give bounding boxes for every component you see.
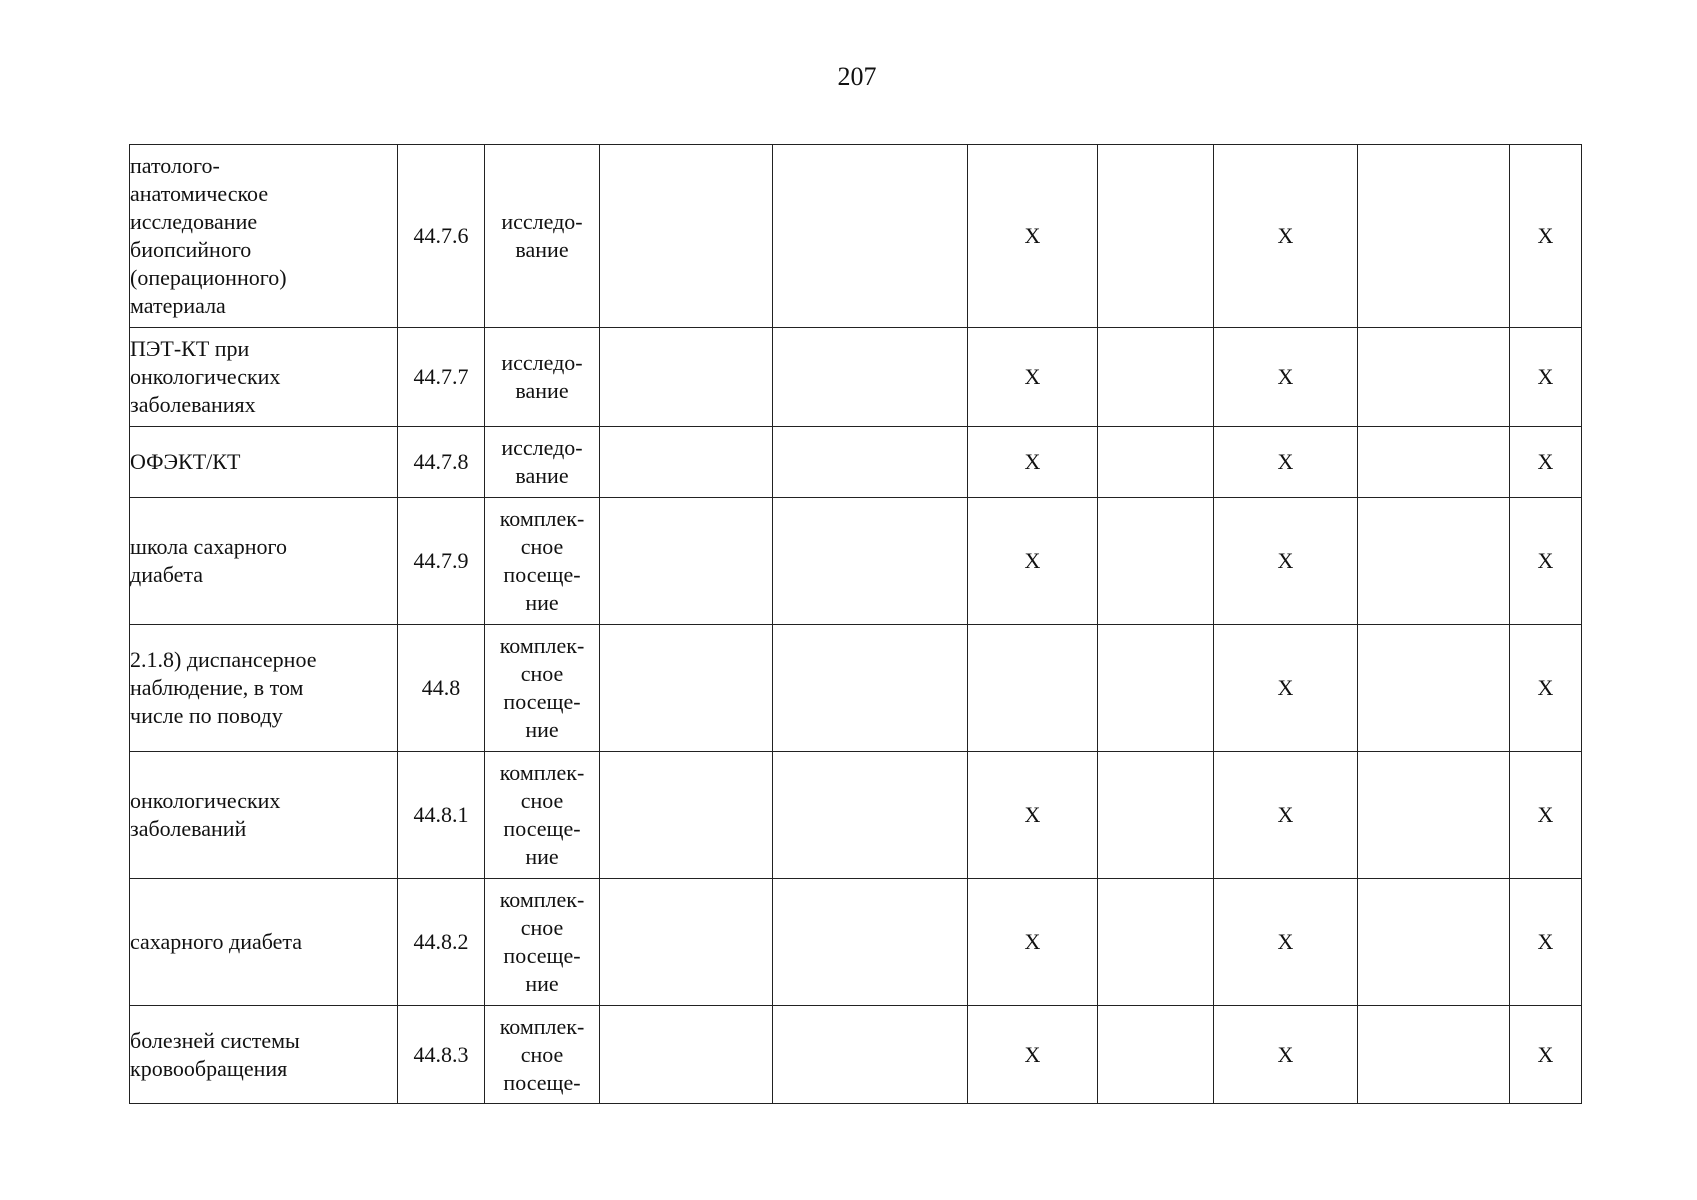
row-unit-line: исследо- <box>501 435 583 460</box>
value-cell: X <box>1510 879 1582 1006</box>
table-row <box>130 625 1582 752</box>
value-cell: X <box>968 752 1098 879</box>
value-cell <box>773 625 968 752</box>
value-cell <box>1098 879 1214 1006</box>
value-cell: X <box>1214 498 1358 625</box>
value-cell: X <box>1510 752 1582 879</box>
row-code-cell: 44.7.7 <box>398 328 485 427</box>
value-cell: X <box>968 328 1098 427</box>
row-unit-line: ние <box>525 590 559 615</box>
value-cell <box>773 1006 968 1104</box>
value-cell: X <box>1510 1006 1582 1104</box>
row-unit-cell <box>485 879 600 1006</box>
value-cell <box>773 879 968 1006</box>
table-row <box>130 752 1582 879</box>
row-unit-line: комплек- <box>499 1013 585 1039</box>
value-cell <box>1358 1006 1510 1104</box>
value-cell <box>1358 145 1510 328</box>
row-unit-line: ние <box>525 844 559 869</box>
value-cell <box>773 427 968 498</box>
table-row <box>130 879 1582 1006</box>
value-cell: X <box>1510 145 1582 328</box>
value-cell <box>1098 328 1214 427</box>
row-code-cell: 44.7.8 <box>398 427 485 498</box>
table-row <box>130 427 1582 498</box>
row-unit-line: ние <box>525 717 559 742</box>
row-name-line: числе по поводу <box>130 703 283 728</box>
value-cell <box>773 752 968 879</box>
row-name-line: заболеваниях <box>130 392 256 417</box>
row-name-cell <box>130 879 398 1006</box>
row-unit-line: сное <box>520 1041 564 1067</box>
row-name-cell <box>130 427 398 498</box>
value-cell: X <box>968 498 1098 625</box>
value-cell: X <box>968 145 1098 328</box>
row-unit-line: сное <box>520 915 564 940</box>
table-row <box>130 1006 1582 1104</box>
row-code-cell: 44.8.2 <box>398 879 485 1006</box>
row-code-cell: 44.8.3 <box>398 1006 485 1104</box>
row-unit-line: посеще- <box>503 689 581 714</box>
value-cell: X <box>1510 625 1582 752</box>
row-name-line: ПЭТ-КТ при <box>130 336 250 361</box>
value-cell <box>600 498 773 625</box>
row-unit-line: посеще- <box>503 943 581 968</box>
row-unit-line: ние <box>525 971 559 996</box>
value-cell <box>1358 427 1510 498</box>
value-cell: X <box>1214 427 1358 498</box>
row-unit-cell <box>485 145 600 328</box>
row-name-line: заболеваний <box>130 816 247 841</box>
row-name-line: онкологических <box>130 788 281 813</box>
row-unit-cell <box>485 752 600 879</box>
row-unit-line: посеще- <box>503 562 581 587</box>
row-unit-line: вание <box>515 378 569 403</box>
value-cell <box>1098 145 1214 328</box>
row-name-cell <box>130 498 398 625</box>
value-cell <box>1098 1006 1214 1104</box>
row-name-line: анатомическое <box>130 181 269 206</box>
value-cell <box>600 328 773 427</box>
value-cell <box>1358 625 1510 752</box>
value-cell: X <box>1214 752 1358 879</box>
value-cell: X <box>1214 879 1358 1006</box>
value-cell <box>773 145 968 328</box>
row-name-line: сахарного диабета <box>130 929 303 954</box>
row-name-cell <box>130 752 398 879</box>
row-unit-line: сное <box>520 534 564 559</box>
row-name-line: биопсийного <box>130 237 252 262</box>
row-name-line: патолого- <box>130 153 220 178</box>
row-unit-line: исследо- <box>501 350 583 375</box>
row-code-cell: 44.7.9 <box>398 498 485 625</box>
row-unit-cell <box>485 625 600 752</box>
row-name-line: болезней системы <box>130 1027 300 1053</box>
row-name-line: (операционного) <box>130 265 287 290</box>
row-name-line: ОФЭКТ/КТ <box>130 449 241 474</box>
data-table <box>129 144 1582 1104</box>
value-cell <box>600 1006 773 1104</box>
row-name-line: 2.1.8) диспансерное <box>130 647 317 672</box>
row-unit-line: исследо- <box>501 209 583 234</box>
value-cell: X <box>1214 328 1358 427</box>
value-cell <box>1098 427 1214 498</box>
row-unit-line: сное <box>520 661 564 686</box>
page-number: 207 <box>837 62 877 91</box>
row-name-line: онкологических <box>130 364 281 389</box>
value-cell <box>968 625 1098 752</box>
row-code-cell: 44.8 <box>398 625 485 752</box>
row-unit-line: комплек- <box>499 633 585 658</box>
row-unit-cell <box>485 427 600 498</box>
value-cell: X <box>968 427 1098 498</box>
row-unit-line: комплек- <box>499 760 585 785</box>
value-cell <box>1358 752 1510 879</box>
value-cell <box>600 879 773 1006</box>
row-name-line: материала <box>130 293 226 318</box>
value-cell: X <box>1214 1006 1358 1104</box>
value-cell <box>600 752 773 879</box>
row-unit-line: сное <box>520 788 564 813</box>
value-cell <box>1098 752 1214 879</box>
table-row <box>130 145 1582 328</box>
row-name-line: диабета <box>130 562 204 587</box>
row-unit-cell <box>485 498 600 625</box>
row-unit-cell <box>485 1006 600 1104</box>
value-cell: X <box>1510 328 1582 427</box>
row-unit-line: вание <box>515 463 569 488</box>
value-cell: X <box>1510 498 1582 625</box>
value-cell <box>600 145 773 328</box>
row-name-cell <box>130 1006 398 1104</box>
value-cell <box>600 625 773 752</box>
value-cell: X <box>1214 145 1358 328</box>
value-cell: X <box>1214 625 1358 752</box>
row-unit-line: вание <box>515 237 569 262</box>
table-row <box>130 498 1582 625</box>
row-name-line: кровообращения <box>130 1055 288 1081</box>
value-cell <box>1358 498 1510 625</box>
value-cell <box>1358 328 1510 427</box>
value-cell: X <box>968 1006 1098 1104</box>
row-code-cell: 44.8.1 <box>398 752 485 879</box>
value-cell: X <box>1510 427 1582 498</box>
value-cell <box>600 427 773 498</box>
value-cell <box>1358 879 1510 1006</box>
row-unit-line: комплек- <box>499 887 585 912</box>
row-unit-line: комплек- <box>499 506 585 531</box>
value-cell <box>773 328 968 427</box>
value-cell: X <box>968 879 1098 1006</box>
row-unit-cell <box>485 328 600 427</box>
row-unit-line: посеще- <box>503 816 581 841</box>
row-name-cell <box>130 145 398 328</box>
row-code-cell: 44.7.6 <box>398 145 485 328</box>
value-cell <box>1098 625 1214 752</box>
value-cell <box>1098 498 1214 625</box>
row-name-cell <box>130 328 398 427</box>
row-name-line: школа сахарного <box>130 534 287 559</box>
row-name-cell <box>130 625 398 752</box>
row-name-line: наблюдение, в том <box>130 675 304 700</box>
value-cell <box>773 498 968 625</box>
table-row <box>130 328 1582 427</box>
row-name-line: исследование <box>130 209 258 234</box>
row-unit-line: посеще- <box>503 1069 581 1095</box>
